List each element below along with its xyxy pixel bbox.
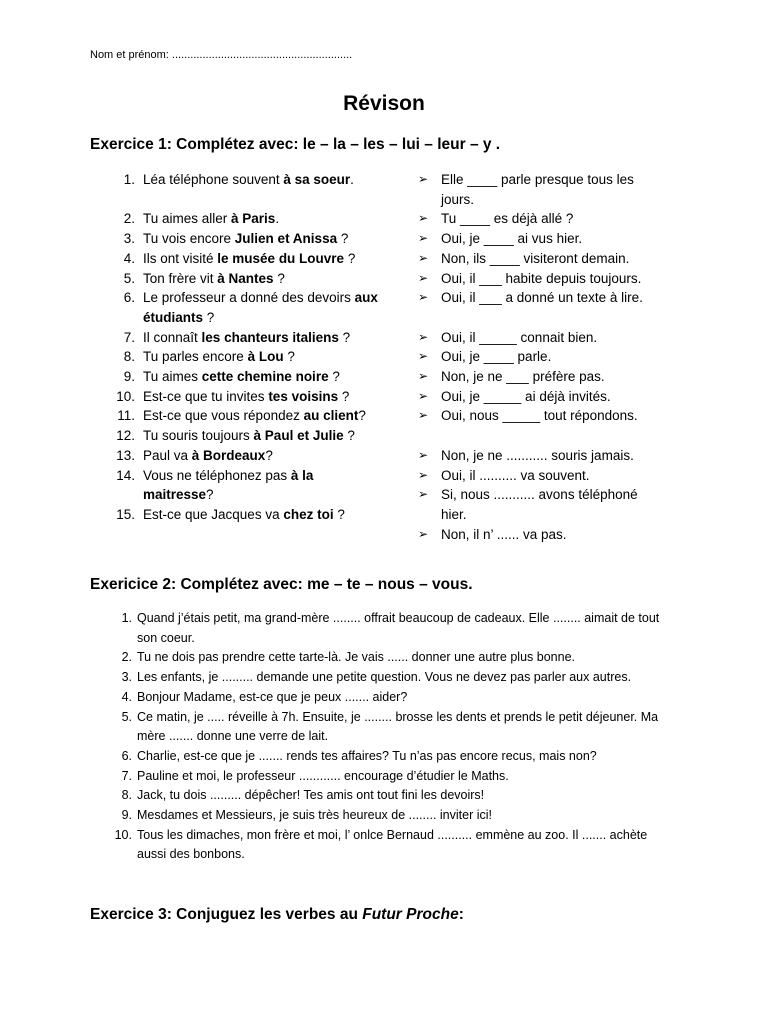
list-item: 3. Les enfants, je ......... demande une petite question. Vous ne devez pas parler aux autres. <box>121 670 632 685</box>
arrow-bullet-icon: ➢ <box>418 172 429 186</box>
list-item: 15. Est-ce que Jacques va chez toi ? <box>116 506 345 522</box>
exercise1-title: Exercice 1: Complétez avec: le – la – les – lui – leur – y . <box>90 136 501 153</box>
list-item: 12. Tu souris toujours à Paul et Julie ? <box>116 428 355 444</box>
arrow-bullet-icon: ➢ <box>418 467 429 482</box>
list-item: ➢ Oui, il _____ connait bien. <box>418 328 653 348</box>
list-item: 2. Tu aimes aller à Paris. <box>123 211 280 227</box>
list-item: 11. Est-ce que vous répondez au client? <box>117 408 366 424</box>
list-item: 3. Tu vois encore Julien et Anissa ? <box>123 231 349 247</box>
name-line: Nom et prénom: ........................................................... <box>90 49 353 61</box>
list-item: ➢ Tu ____ es déjà allé ? <box>418 209 653 229</box>
list-item: 4. Ils ont visité le musée du Louvre ? <box>123 250 356 266</box>
exercise1-answers <box>418 170 653 544</box>
list-item: 9. Tu aimes cette chemine noire ? <box>123 369 340 385</box>
exercise2-list <box>110 609 670 865</box>
list-item: ➢ Non, je ne ___ préfère pas. <box>418 367 653 387</box>
list-item: ➢ Non, ils ____ visiteront demain. <box>418 249 653 269</box>
list-item: 9. Mesdames et Messieurs, je suis très heureux de ........ inviter ici! <box>121 808 492 823</box>
list-item: 8. Jack, tu dois ......... dépêcher! Tes amis ont tout fini les devoirs! <box>121 788 485 803</box>
arrow-bullet-icon: ➢ <box>418 290 429 305</box>
arrow-bullet-icon: ➢ <box>418 526 429 541</box>
list-item: 6. Le professeur a donné des devoirs aux étudiants ? <box>123 290 378 325</box>
list-item: ➢ Non, il n’ ...... va pas. <box>418 525 653 545</box>
arrow-bullet-icon: ➢ <box>418 369 429 384</box>
list-item: ➢ Elle ____ parle presque tous les jours. <box>418 172 634 207</box>
list-item: 10. Tous les dimaches, mon frère et moi, l’ onlce Bernaud .......... emmène au zoo. Il ....... achète aussi des bonbons. <box>114 827 648 862</box>
arrow-bullet-icon: ➢ <box>418 388 429 403</box>
list-item: 6. Charlie, est-ce que je ....... rends tes affaires? Tu n’as pas encore recus, mais non? <box>121 748 597 763</box>
arrow-bullet-icon: ➢ <box>418 447 429 462</box>
list-item: ➢ Oui, je ____ ai vus hier. <box>418 229 653 249</box>
list-item: 1. Quand j’étais petit, ma grand-mère ........ offrait beaucoup de cadeaux. Elle ........ aimait de tout son coeur. <box>121 611 660 645</box>
list-item: 13. Paul va à Bordeaux? <box>116 447 273 463</box>
list-item: ➢ Oui, il .......... va souvent. <box>418 466 653 486</box>
list-item: 8. Tu parles encore à Lou ? <box>123 349 295 365</box>
arrow-bullet-icon: ➢ <box>418 231 429 246</box>
list-item: 4. Bonjour Madame, est-ce que je peux ....... aider? <box>121 689 408 704</box>
list-item: ➢ Si, nous ........... avons téléphoné hier. <box>418 487 638 522</box>
page-title: Révison <box>343 92 425 115</box>
list-item: ➢ Oui, il ___ a donné un texte à lire. <box>418 288 653 308</box>
arrow-bullet-icon: ➢ <box>418 329 429 344</box>
arrow-bullet-icon: ➢ <box>418 349 429 364</box>
exercise2-title: Exericice 2: Complétez avec: me – te – nous – vous. <box>90 576 473 593</box>
list-item: 5. Ce matin, je ..... réveille à 7h. Ensuite, je ........ brosse les dents et prends le petit déjeuner. Ma mère ....... donne une verre de lait. <box>121 709 659 744</box>
list-item: 10. Est-ce que tu invites tes voisins ? <box>116 388 350 404</box>
arrow-bullet-icon: ➢ <box>418 408 429 423</box>
list-item: ➢ Oui, il ___ habite depuis toujours. <box>418 269 653 289</box>
list-item: ➢ Oui, je _____ ai déjà invités. <box>418 387 653 407</box>
arrow-bullet-icon: ➢ <box>418 211 429 226</box>
list-item: 1. Léa téléphone souvent à sa soeur. <box>123 172 354 187</box>
list-item: 7. Il connaît les chanteurs italiens ? <box>123 329 351 345</box>
list-item: 5. Ton frère vit à Nantes ? <box>123 270 285 286</box>
exercise3-title: Exercice 3: Conjuguez les verbes au Futur Proche: <box>90 906 464 923</box>
list-item: ➢ Oui, nous _____ tout répondons. <box>418 406 653 426</box>
list-item: ➢ Oui, je ____ parle. <box>418 347 653 367</box>
arrow-bullet-icon: ➢ <box>418 250 429 265</box>
list-item: 7. Pauline et moi, le professeur ............ encourage d’étudier le Maths. <box>121 768 509 783</box>
exercise1-questions <box>113 170 383 525</box>
arrow-bullet-icon: ➢ <box>418 487 429 502</box>
arrow-bullet-icon: ➢ <box>418 270 429 285</box>
list-item: 2. Tu ne dois pas prendre cette tarte-là. Je vais ...... donner une autre plus bonne. <box>121 650 575 665</box>
list-item: 14. Vous ne téléphonez pas à la maitresse? <box>116 467 314 503</box>
list-item: ➢ Non, je ne ........... souris jamais. <box>418 446 653 466</box>
